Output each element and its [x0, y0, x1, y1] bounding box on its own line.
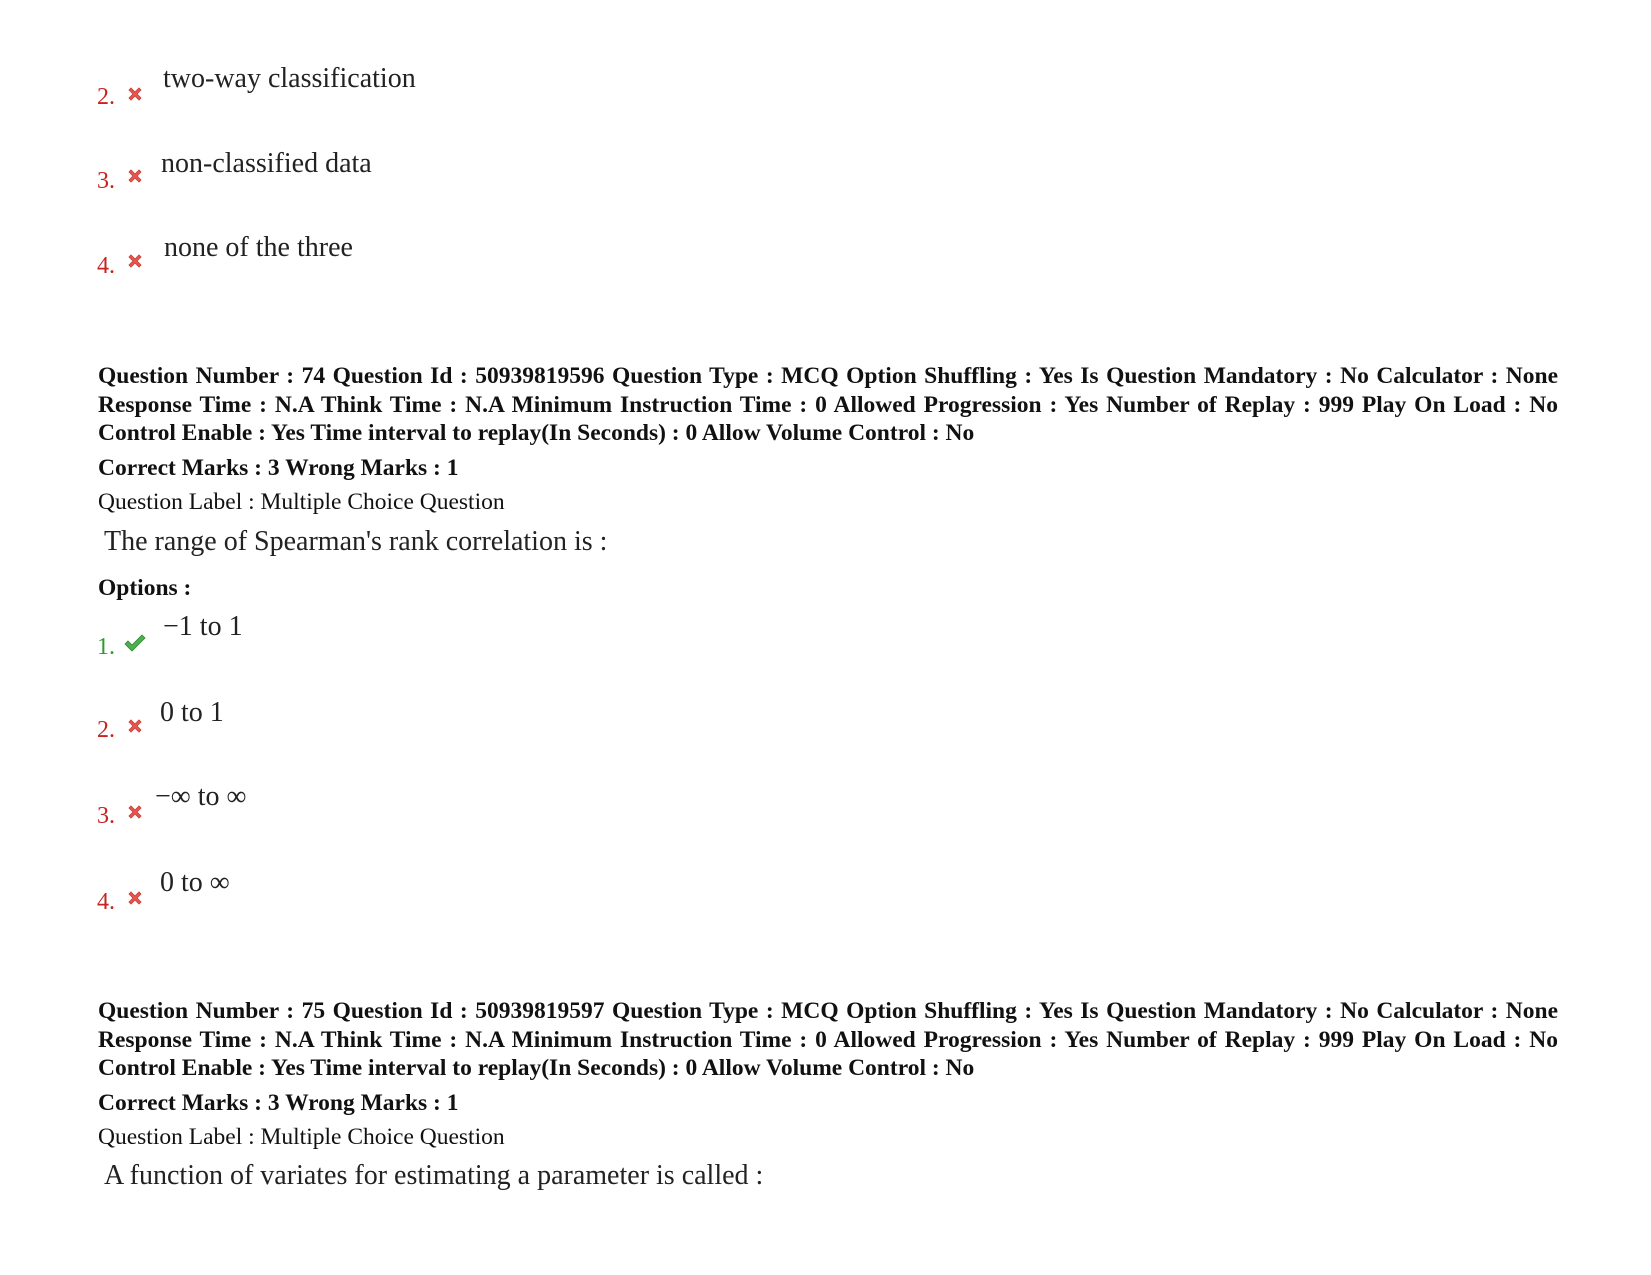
question-74-meta: Question Number : 74 Question Id : 50939819596 Question Type : MCQ Option Shuffling : Yes Is Question Mandatory : No Calculator : None Response Time : N.A Think Time : N.A Minimum Instruction Time : 0 Allowed Progression : Yes Number of Replay : 999 Play On Load : No Control Enable : Yes Time interval to replay(In Seconds) : 0 Allow Volume Control : No — [98, 363, 1558, 446]
prev-option-2 — [97, 63, 797, 120]
option-number: 2. — [97, 717, 115, 743]
question-74-text: The range of Spearman's rank correlation is : — [104, 526, 608, 557]
q74-option-1 — [97, 611, 797, 668]
option-text: non-classified data — [161, 148, 372, 179]
option-text: none of the three — [164, 232, 353, 263]
question-74-label: Question Label : Multiple Choice Question — [98, 489, 505, 515]
question-74-marks: Correct Marks : 3 Wrong Marks : 1 — [98, 455, 459, 481]
cross-icon — [125, 716, 145, 736]
prev-option-3 — [97, 148, 797, 205]
option-number: 4. — [97, 889, 115, 915]
cross-icon — [125, 84, 145, 104]
q74-option-4 — [97, 867, 797, 926]
cross-icon — [125, 802, 145, 822]
question-75-marks: Correct Marks : 3 Wrong Marks : 1 — [98, 1090, 459, 1116]
cross-icon — [125, 251, 145, 271]
prev-option-4 — [97, 232, 797, 288]
option-text: 0 to 1 — [160, 697, 224, 728]
cross-icon — [125, 166, 145, 186]
question-75-text: A function of variates for estimating a parameter is called : — [104, 1160, 764, 1191]
check-icon — [123, 632, 147, 654]
option-number: 3. — [97, 803, 115, 829]
option-text: −1 to 1 — [163, 611, 243, 642]
option-number: 2. — [97, 84, 115, 110]
option-text: −∞ to ∞ — [155, 781, 247, 812]
question-75-meta: Question Number : 75 Question Id : 50939819597 Question Type : MCQ Option Shuffling : Yes Is Question Mandatory : No Calculator : None Response Time : N.A Think Time : N.A Minimum Instruction Time : 0 Allowed Progression : Yes Number of Replay : 999 Play On Load : No Control Enable : Yes Time interval to replay(In Seconds) : 0 Allow Volume Control : No — [98, 998, 1558, 1081]
question-75-label: Question Label : Multiple Choice Question — [98, 1124, 505, 1150]
option-number: 3. — [97, 168, 115, 194]
q74-option-3 — [97, 781, 797, 840]
option-number: 4. — [97, 253, 115, 279]
option-number: 1. — [97, 634, 115, 660]
option-text: 0 to ∞ — [160, 867, 230, 898]
cross-icon — [125, 888, 145, 908]
question-74-options-heading: Options : — [98, 575, 192, 601]
q74-option-2 — [97, 697, 797, 754]
option-text: two-way classification — [163, 63, 416, 94]
